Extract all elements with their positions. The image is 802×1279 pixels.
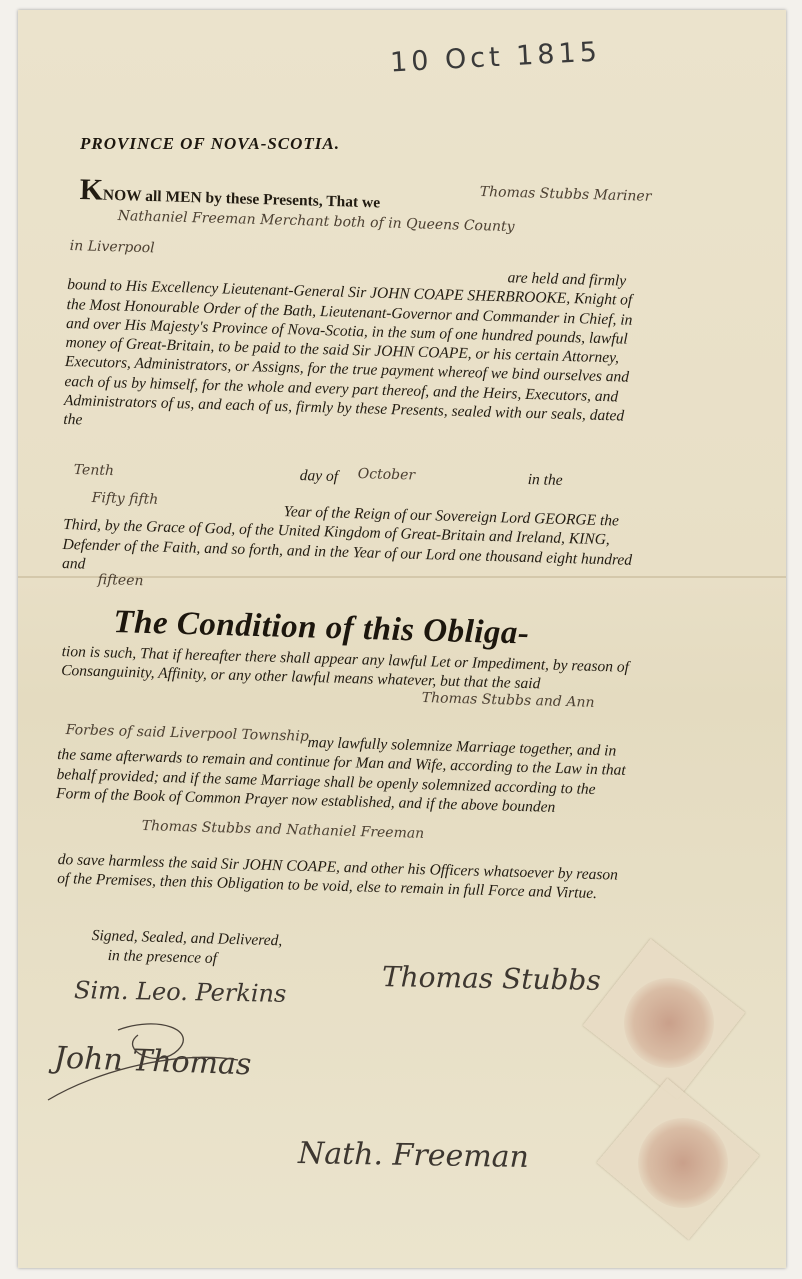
handwritten-bounden: Thomas Stubbs and Nathaniel Freeman <box>141 818 425 842</box>
attestation-line-1: Signed, Sealed, and Delivered, <box>91 926 283 950</box>
bond-document <box>18 10 786 1268</box>
handwritten-place: in Liverpool <box>69 238 155 257</box>
day-of-label: day of <box>299 466 339 486</box>
initial-letter: K <box>79 173 104 207</box>
condition-text-3: do save harmless the said Sir JOHN COAPE, and other his Officers whatsoever by reason of the Premises, then this Obligation to be void, else to remain in full Force and Virtue. <box>56 850 619 903</box>
reign-text: Year of the Reign of our Sovereign Lord GEORGE the Third, by the Grace of God, of the United Kingdom of Great-Britain and Ireland, KING, Defender of the Faith, and so forth, and in the Year of our Lord one thousand eight hundred and <box>61 503 633 573</box>
witness-flourish <box>38 1010 278 1120</box>
handwritten-principal-1: Thomas Stubbs Mariner <box>479 184 652 205</box>
witness-signature-1: Sim. Leo. Perkins <box>73 976 287 1008</box>
condition-text-1: tion is such, That if hereafter there shall appear any lawful Let or Impediment, by reason of Consanguinity, Affinity, or any other lawful means whatever, but that the said <box>60 642 630 693</box>
handwritten-couple-2: Forbes of said Liverpool Township <box>65 722 310 745</box>
handwritten-month: October <box>357 466 416 484</box>
handwritten-principal-2: Nathaniel Freeman Merchant both of in Queens County <box>117 208 515 236</box>
principal-signature-2: Nath. Freeman <box>297 1135 530 1176</box>
opening-print: NOW all MEN by these Presents, That we <box>102 186 381 212</box>
principal-signature-1: Thomas Stubbs <box>381 960 602 997</box>
witness-signature-2: John Thomas <box>53 1040 252 1083</box>
condition-text-2: may lawfully solemnize Marriage together, and in the same afterwards to remain and continue for Man and Wife, according to the Law in that behalf provided; and if the same Marriage shall be openly solemnized according to the Form of the Book of Common Prayer now established, and if the above bounden <box>55 733 626 816</box>
condition-title: The Condition of this Obliga- <box>112 604 530 652</box>
handwritten-reign-year: Fifty fifth <box>91 490 159 508</box>
obligation-body: are held and firmly bound to His Excellency Lieutenant-General Sir JOHN COAPE SHERBROOKE, Knight of the Most Honourable Order of the Bath, Lieutenant-Governor and Commander in Chief, in and over His Majesty's Province of Nova-Scotia, in the sum of one hundred pounds, lawful money of Great-Britain, to be paid to the said Sir JOHN COAPE, or his certain Attorney, Executors, Administrators, or Assigns, for the true payment whereof we bind ourselves and each of us by himself, for the whole and every part thereof, and the Heirs, Executors, and Administrators of us, and each of us, firmly by these Presents, sealed with our seals, dated the <box>63 269 633 429</box>
wax-seal-2 <box>638 1118 728 1208</box>
handwritten-couple-1: Thomas Stubbs and Ann <box>421 690 595 711</box>
wax-seal-1 <box>624 978 714 1068</box>
in-the-label: in the <box>527 470 563 489</box>
province-heading: PROVINCE OF NOVA-SCOTIA. <box>80 134 341 153</box>
date-annotation: 10 Oct 1815 <box>389 36 602 79</box>
attestation-line-2: in the presence of <box>107 946 218 968</box>
handwritten-day: Tenth <box>73 462 115 480</box>
handwritten-year: fifteen <box>97 572 144 590</box>
